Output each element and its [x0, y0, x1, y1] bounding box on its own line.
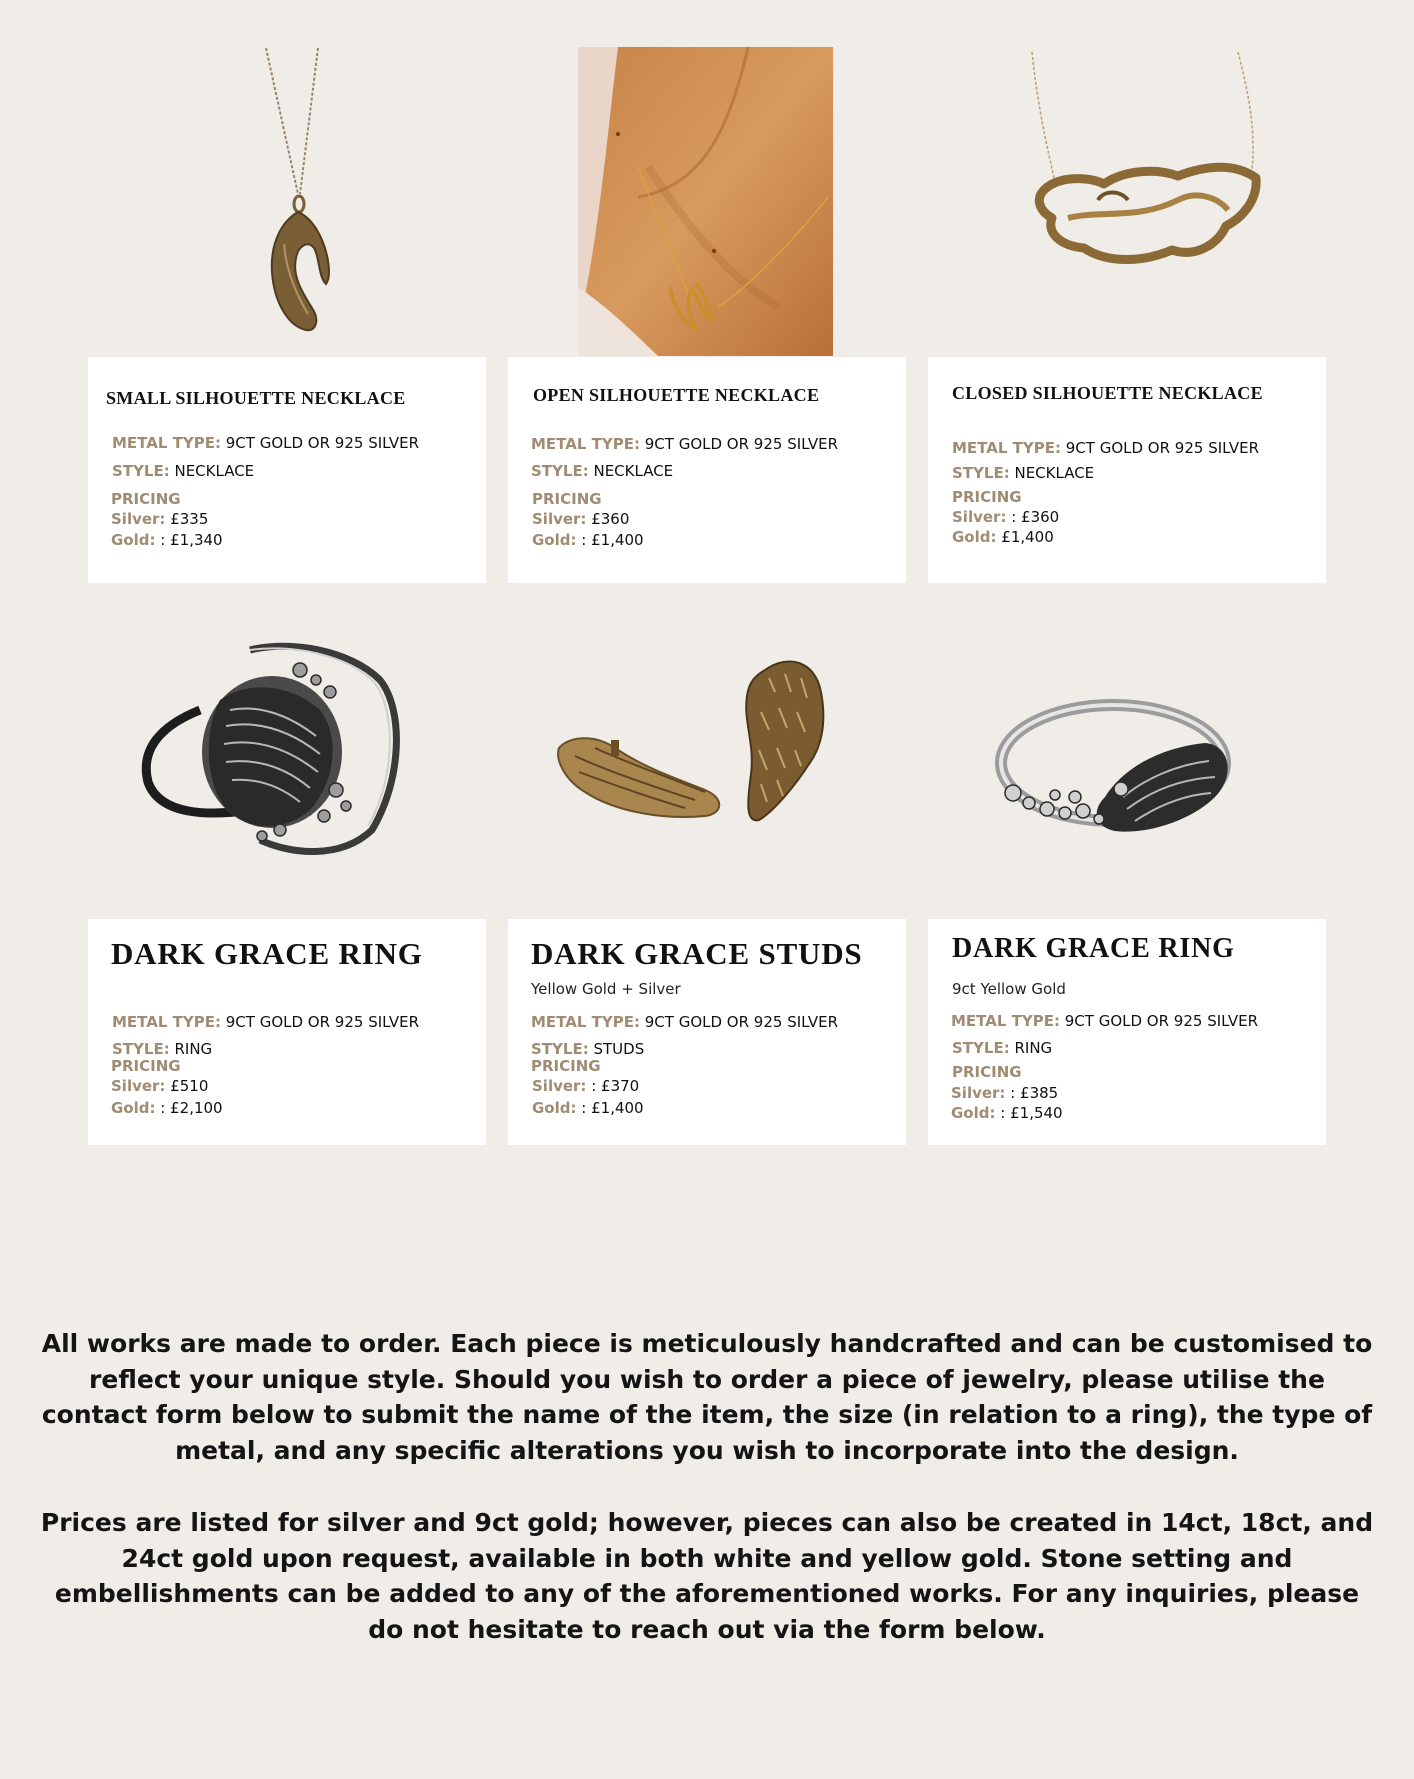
metal-type-line [112, 1013, 419, 1031]
metal-type-line [952, 439, 1259, 457]
silver-price-line [532, 1077, 639, 1095]
product-subtitle: 9ct Yellow Gold [952, 980, 1066, 998]
style-line [952, 464, 1094, 482]
metal-type-label: METAL TYPE: [951, 1012, 1060, 1030]
pricing-label: PRICING [531, 1057, 601, 1075]
gold-price-line [532, 531, 644, 549]
gold-label: Gold: [532, 531, 577, 549]
style-line [531, 1040, 644, 1058]
product-title: OPEN SILHOUETTE NECKLACE [533, 385, 820, 405]
gold-label: Gold: [111, 1099, 156, 1117]
style-label: STYLE: [112, 1040, 170, 1058]
small-silhouette-pendant-image[interactable] [236, 44, 346, 334]
silver-price: £335 [170, 510, 209, 528]
product-title: DARK GRACE RING [952, 933, 1235, 964]
metal-type-value: 9CT GOLD OR 925 SILVER [1064, 1012, 1259, 1030]
gold-price: : £2,100 [160, 1099, 223, 1117]
silver-label: Silver: [951, 1084, 1006, 1102]
gold-price: : £1,400 [581, 1099, 644, 1117]
gold-label: Gold: [951, 1104, 996, 1122]
silver-label: Silver: [111, 510, 166, 528]
style-value: NECKLACE [174, 462, 255, 480]
metal-type-value: 9CT GOLD OR 925 SILVER [644, 435, 839, 453]
metal-type-label: METAL TYPE: [531, 1013, 640, 1031]
metal-type-line [531, 435, 838, 453]
pricing-label: PRICING [111, 1057, 181, 1075]
dark-grace-studs-image[interactable] [555, 652, 865, 852]
gold-price-line [111, 531, 223, 549]
pricing-info-paragraph: Prices are listed for silver and 9ct gold; however, pieces can also be created in 14ct, 18ct, and 24ct gold upon request, available in both white and yellow gold. Stone setting and embellishments can be added to any of the aforementioned works. For any inquiries, please do not hesitate to reach out via the form below. [40, 1508, 1374, 1644]
silver-price-line [532, 510, 629, 528]
silver-label: Silver: [532, 1077, 587, 1095]
open-silhouette-worn-photo[interactable] [578, 47, 833, 356]
metal-type-label: METAL TYPE: [112, 434, 221, 452]
silver-label: Silver: [111, 1077, 166, 1095]
gold-price: : £1,340 [160, 531, 223, 549]
gold-price-line [532, 1099, 644, 1117]
style-line [952, 1039, 1052, 1057]
pricing-label: PRICING [532, 490, 602, 508]
gold-price-line [952, 528, 1054, 546]
metal-type-value: 9CT GOLD OR 925 SILVER [1065, 439, 1260, 457]
style-label: STYLE: [952, 464, 1010, 482]
product-title: DARK GRACE RING [111, 936, 423, 971]
silver-price: £360 [591, 510, 630, 528]
gold-price: : £1,400 [581, 531, 644, 549]
silver-price-line [111, 1077, 208, 1095]
dark-grace-cuff-image[interactable] [140, 640, 405, 870]
product-card-dark-grace-studs[interactable] [508, 919, 906, 1145]
product-card-open-silhouette[interactable] [508, 357, 906, 583]
style-value: RING [174, 1040, 213, 1058]
closed-silhouette-necklace-image[interactable] [1028, 50, 1268, 280]
product-title: SMALL SILHOUETTE NECKLACE [106, 388, 406, 408]
gold-price-line [111, 1099, 223, 1117]
metal-type-value: 9CT GOLD OR 925 SILVER [644, 1013, 839, 1031]
style-line [112, 1040, 212, 1058]
product-card-closed-silhouette[interactable] [928, 357, 1326, 583]
silver-price: : £385 [1010, 1084, 1059, 1102]
silver-price-line [111, 510, 208, 528]
style-label: STYLE: [531, 1040, 589, 1058]
style-value: STUDS [593, 1040, 645, 1058]
gold-price: £1,400 [1001, 528, 1054, 546]
metal-type-label: METAL TYPE: [531, 435, 640, 453]
dark-grace-silver-ring-image[interactable] [995, 685, 1245, 855]
silver-price: : £370 [591, 1077, 640, 1095]
silver-price: £510 [170, 1077, 209, 1095]
pricing-label: PRICING [952, 488, 1022, 506]
metal-type-label: METAL TYPE: [112, 1013, 221, 1031]
style-value: NECKLACE [593, 462, 674, 480]
product-card-small-silhouette[interactable] [88, 357, 486, 583]
silver-price-line [952, 508, 1059, 526]
metal-type-label: METAL TYPE: [952, 439, 1061, 457]
style-label: STYLE: [112, 462, 170, 480]
product-title: DARK GRACE STUDS [531, 936, 863, 971]
silver-price-line [951, 1084, 1058, 1102]
style-line [531, 462, 673, 480]
metal-type-value: 9CT GOLD OR 925 SILVER [225, 1013, 420, 1031]
gold-price: : £1,540 [1000, 1104, 1063, 1122]
pricing-label: PRICING [111, 490, 181, 508]
metal-type-line [112, 434, 419, 452]
gold-label: Gold: [532, 1099, 577, 1117]
made-to-order-paragraph: All works are made to order. Each piece is meticulously handcrafted and can be customised to reflect your unique style. Should you wish to order a piece of jewelry, please utilise the contact form below to submit the name of the item, the size (in relation to a ring), the type of metal, and any specific alterations you wish to incorporate into the design. [41, 1329, 1373, 1465]
silver-label: Silver: [952, 508, 1007, 526]
metal-type-line [531, 1013, 838, 1031]
metal-type-value: 9CT GOLD OR 925 SILVER [225, 434, 420, 452]
gold-label: Gold: [111, 531, 156, 549]
silver-label: Silver: [532, 510, 587, 528]
gold-label: Gold: [952, 528, 997, 546]
product-title: CLOSED SILHOUETTE NECKLACE [952, 383, 1263, 403]
gold-price-line [951, 1104, 1063, 1122]
style-label: STYLE: [531, 462, 589, 480]
pricing-label: PRICING [952, 1063, 1022, 1081]
style-value: RING [1014, 1039, 1053, 1057]
metal-type-line [951, 1012, 1258, 1030]
product-subtitle: Yellow Gold + Silver [531, 980, 681, 998]
style-line [112, 462, 254, 480]
product-card-dark-grace-ring[interactable] [88, 919, 486, 1145]
silver-price: : £360 [1011, 508, 1060, 526]
product-card-dark-grace-ring-gold[interactable] [928, 919, 1326, 1145]
style-label: STYLE: [952, 1039, 1010, 1057]
style-value: NECKLACE [1014, 464, 1095, 482]
